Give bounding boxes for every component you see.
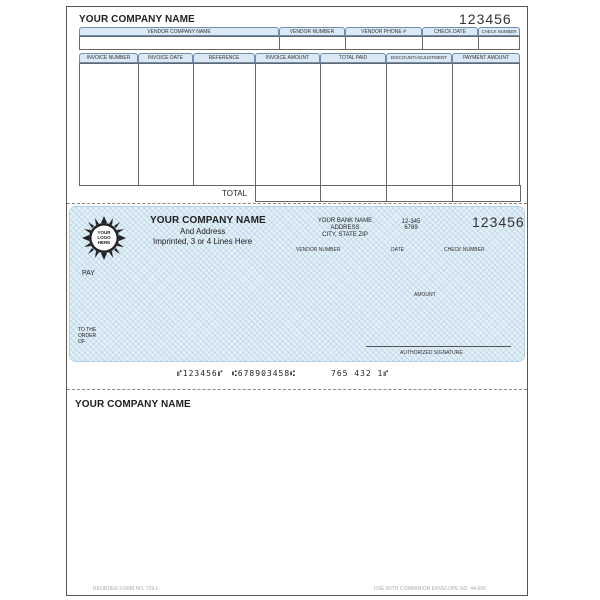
check-form-page (66, 6, 528, 596)
check-company-address-2: Imprinted, 3 or 4 Lines Here (153, 237, 253, 246)
bottom-stub-company-name: YOUR COMPANY NAME (75, 399, 191, 410)
bank-info: YOUR BANK NAME ADDRESS CITY, STATE ZIP (317, 218, 373, 238)
reorder-form-number: REORDER FORM NO. 729-L (93, 586, 159, 592)
check-number-label: CHECK NUMBER (444, 247, 485, 253)
to-the-order-of-label: TO THE ORDER OF (78, 327, 97, 345)
check-date-header: CHECK DATE (422, 27, 478, 36)
invoice-number-header: INVOICE NUMBER (79, 53, 138, 63)
top-stub-company-name: YOUR COMPANY NAME (79, 14, 195, 25)
micr-account-number: 765 432 1⑈ (331, 369, 390, 378)
perforation-top (67, 203, 527, 204)
vendor-phone-header: VENDOR PHONE # (345, 27, 422, 36)
micr-check-number: ⑈123456⑈ (177, 369, 224, 378)
invoice-date-header: INVOICE DATE (138, 53, 193, 63)
logo-text: YOUR LOGO HERE (97, 230, 111, 245)
invoice-lines-area (79, 63, 520, 186)
companion-envelope-note: USE WITH COMPANION ENVELOPE NO. 44-005 (374, 586, 486, 592)
date-label: DATE (391, 247, 404, 253)
discount-adjustment-header: DISCOUNT/ADJUSTMENT (386, 53, 452, 63)
amount-label: AMOUNT (414, 292, 436, 298)
vendor-number-label: VENDOR NUMBER (296, 247, 341, 253)
perforation-bottom (67, 389, 527, 390)
check-company-name: YOUR COMPANY NAME (150, 215, 266, 226)
routing-fraction: 12-345 6789 (401, 219, 421, 231)
pay-label: PAY (82, 270, 95, 277)
signature-line (366, 346, 511, 347)
authorized-signature-label: AUTHORIZED SIGNATURE (400, 350, 463, 356)
check-number-header: CHECK NUMBER (478, 27, 520, 36)
check-number: 123456 (472, 214, 525, 230)
reference-header: REFERENCE (193, 53, 255, 63)
micr-routing-number: ⑆678903458⑆ (232, 369, 296, 378)
total-label: TOTAL (222, 189, 248, 198)
vendor-number-header: VENDOR NUMBER (279, 27, 345, 36)
check-body (69, 206, 525, 362)
total-paid-header: TOTAL PAID (320, 53, 386, 63)
vendor-company-name-header: VENDOR COMPANY NAME (79, 27, 279, 36)
payment-amount-header: PAYMENT AMOUNT (452, 53, 520, 63)
vendor-info-row (79, 36, 520, 50)
invoice-amount-header: INVOICE AMOUNT (255, 53, 320, 63)
top-stub-check-number: 123456 (459, 11, 512, 27)
check-company-address-1: And Address (180, 227, 226, 236)
